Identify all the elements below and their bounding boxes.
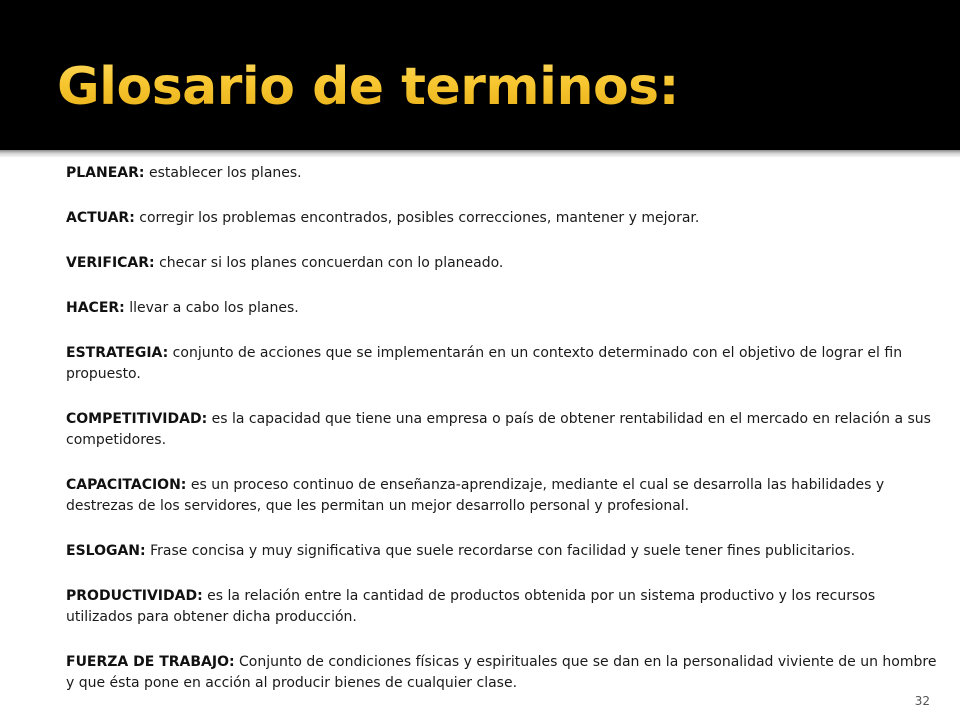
glossary-definition: conjunto de acciones que se implementarán en un contexto determinado con el objetivo de lograr el fin propuesto. xyxy=(66,345,903,382)
glossary-term: FUERZA DE TRABAJO: xyxy=(66,654,235,670)
glossary-definition: Frase concisa y muy significativa que suele recordarse con facilidad y suele tener fines publicitarios. xyxy=(145,543,856,559)
title-bar xyxy=(0,0,960,150)
glossary-entry-eslogan xyxy=(66,541,942,562)
glossary-term: ACTUAR: xyxy=(66,210,135,226)
glossary-term: VERIFICAR: xyxy=(66,255,155,271)
glossary-list xyxy=(66,163,942,694)
header-divider xyxy=(0,150,960,157)
glossary-entry-hacer xyxy=(66,298,942,319)
glossary-definition: establecer los planes. xyxy=(144,165,302,181)
glossary-entry-actuar xyxy=(66,208,942,229)
glossary-definition: es la relación entre la cantidad de productos obtenida por un sistema productivo y los recursos utilizados para obtener dicha producción. xyxy=(66,588,876,625)
glossary-term: HACER: xyxy=(66,300,125,316)
glossary-entry-productividad xyxy=(66,586,942,628)
glossary-definition: es un proceso continuo de enseñanza-aprendizaje, mediante el cual se desarrolla las habilidades y destrezas de los servidores, que les permitan un mejor desarrollo personal y profesional. xyxy=(66,477,885,514)
glossary-entry-verificar xyxy=(66,253,942,274)
glossary-term: PLANEAR: xyxy=(66,165,145,181)
glossary-entry-competitividad xyxy=(66,409,942,451)
glossary-definition: corregir los problemas encontrados, posibles correcciones, mantener y mejorar. xyxy=(134,210,700,226)
glossary-definition: es la capacidad que tiene una empresa o país de obtener rentabilidad en el mercado en relación a sus competidores. xyxy=(66,411,931,448)
page-title: Glosario de terminos: xyxy=(57,47,679,127)
glossary-definition: llevar a cabo los planes. xyxy=(124,300,299,316)
glossary-definition: Conjunto de condiciones físicas y espirituales que se dan en la personalidad viviente de un hombre y que ésta pone en acción al producir bienes de cualquier clase. xyxy=(66,654,937,691)
glossary-term: PRODUCTIVIDAD: xyxy=(66,588,203,604)
glossary-entry-capacitacion xyxy=(66,475,942,517)
glossary-term: COMPETITIVIDAD: xyxy=(66,411,208,427)
glossary-definition: checar si los planes concuerdan con lo planeado. xyxy=(154,255,504,271)
glossary-term: CAPACITACION: xyxy=(66,477,187,493)
glossary-entry-planear xyxy=(66,163,942,184)
glossary-term: ESLOGAN: xyxy=(66,543,146,559)
glossary-entry-estrategia xyxy=(66,343,942,385)
page-number: 32 xyxy=(914,694,930,708)
glossary-entry-fuerza-de-trabajo xyxy=(66,652,942,694)
glossary-term: ESTRATEGIA: xyxy=(66,345,169,361)
